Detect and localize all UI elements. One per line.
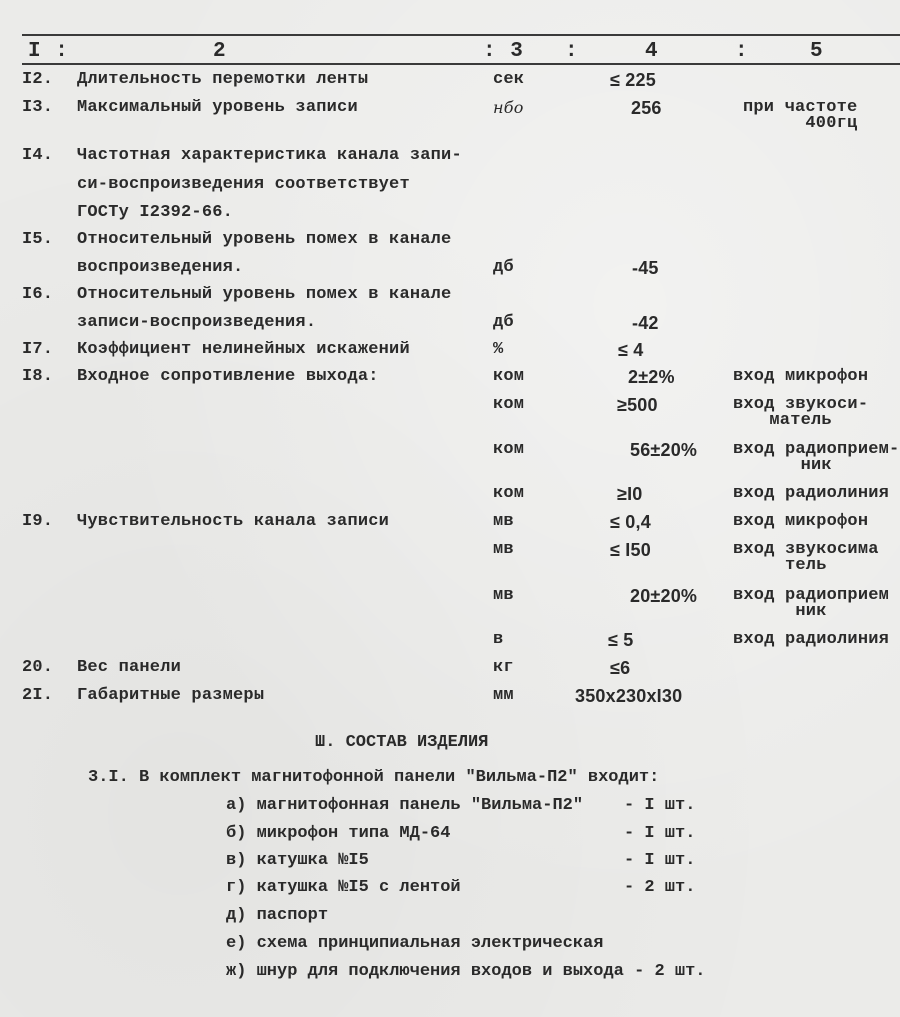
row-number: 20. <box>22 658 54 677</box>
row-value: 256 <box>631 98 662 118</box>
row-parameter: Чувствительность канала записи <box>77 512 390 531</box>
row-unit: кг <box>493 658 514 677</box>
row-value: ≥I0 <box>617 484 643 504</box>
list-item-quantity: - I шт. <box>624 851 696 870</box>
list-item-text: г) катушка №I5 с лентой <box>226 878 461 897</box>
list-item-text: а) магнитофонная панель "Вильма-П2" <box>226 796 584 815</box>
row-parameter-line-2: записи-воспроизведения. <box>77 313 317 332</box>
list-item <box>226 906 328 925</box>
row-unit: ком <box>493 484 525 503</box>
row-parameter-line-3: ГОСТу I2392-66. <box>77 203 234 222</box>
list-item-quantity: - I шт. <box>624 824 696 843</box>
row-number: I5. <box>22 230 54 249</box>
list-item <box>226 962 705 981</box>
header-col-4: 4 <box>645 40 659 63</box>
row-number: I9. <box>22 512 54 531</box>
row-value: 20±20% <box>630 586 698 606</box>
row-number: 2I. <box>22 686 54 705</box>
row-note <box>733 440 899 475</box>
row-parameter-line-1: Относительный уровень помех в канале <box>77 285 452 304</box>
header-bottom-rule <box>22 63 900 65</box>
header-col-2: 2 <box>213 40 227 63</box>
row-note-line-1: при частоте <box>743 98 858 117</box>
row-number: I3. <box>22 98 54 117</box>
list-item <box>226 851 696 870</box>
row-unit: сек <box>493 70 525 89</box>
row-value: 350x230xI30 <box>575 686 683 706</box>
row-number: I4. <box>22 146 54 165</box>
row-unit: ком <box>493 367 525 386</box>
row-number: I7. <box>22 340 54 359</box>
row-note-line-2: ник <box>795 602 827 621</box>
row-parameter-line-1: Частотная характеристика канала запи- <box>77 146 462 165</box>
row-unit: мв <box>493 586 514 605</box>
row-note: вход радиолиния <box>733 630 890 649</box>
row-unit-handwritten: нбо <box>493 98 524 117</box>
header-col-3-separator: : <box>565 40 579 63</box>
list-item-text: д) паспорт <box>226 906 329 925</box>
row-note: вход микрофон <box>733 512 869 531</box>
row-note <box>733 540 879 575</box>
row-note <box>733 586 889 621</box>
row-parameter: Длительность перемотки ленты <box>77 70 369 89</box>
row-note-line-2: 400гц <box>805 114 858 133</box>
row-note-line-1: вход звукосима <box>733 540 879 559</box>
row-note: вход микрофон <box>733 367 869 386</box>
row-unit: мм <box>493 686 514 705</box>
row-parameter: Входное сопротивление выхода: <box>77 367 379 386</box>
list-item-text: в) катушка №I5 <box>226 851 369 870</box>
section-title: Ш. СОСТАВ ИЗДЕЛИЯ <box>315 733 489 752</box>
row-parameter: Вес панели <box>77 658 182 677</box>
row-unit: ком <box>493 440 525 459</box>
row-note-line-2: матель <box>769 411 832 430</box>
row-note-line-2: тель <box>785 556 827 575</box>
header-col-5: 5 <box>810 40 824 63</box>
list-item <box>226 934 603 953</box>
row-value: 56±20% <box>630 440 698 460</box>
list-item <box>226 824 696 843</box>
row-unit: мв <box>493 512 514 531</box>
row-note-line-1: вход звукоси- <box>733 395 869 414</box>
row-note <box>733 395 868 430</box>
list-item-text: б) микрофон типа МД-64 <box>226 824 451 843</box>
row-note-line-1: вход радиоприем <box>733 586 890 605</box>
row-parameter-line-2: воспроизведения. <box>77 258 244 277</box>
row-value: -45 <box>632 258 659 278</box>
row-value: ≤ 4 <box>618 340 644 360</box>
header-col-3: : 3 <box>483 40 524 63</box>
row-unit: дб <box>493 313 514 332</box>
row-parameter: Коэффициент нелинейных искажений <box>77 340 410 359</box>
header-top-rule <box>22 34 900 36</box>
row-note-line-2: ник <box>800 456 832 475</box>
row-unit: ком <box>493 395 525 414</box>
row-unit: дб <box>493 258 514 277</box>
list-item-text: е) схема принципиальная электрическая <box>226 934 604 953</box>
row-unit: мв <box>493 540 514 559</box>
header-col-4-separator: : <box>735 40 749 63</box>
row-value: -42 <box>632 313 659 333</box>
row-number: I8. <box>22 367 54 386</box>
row-unit: в <box>493 630 504 649</box>
row-value: ≤ 0,4 <box>610 512 651 532</box>
row-value: ≤ 5 <box>608 630 634 650</box>
row-parameter-line-2: си-воспроизведения соответствует <box>77 175 410 194</box>
list-item-quantity: - 2 шт. <box>624 878 696 897</box>
section-intro: 3.I. В комплект магнитофонной панели "Вильма-П2" входит: <box>88 768 660 787</box>
row-value: ≥500 <box>617 395 658 415</box>
row-number: I2. <box>22 70 54 89</box>
row-value: ≤ 225 <box>610 70 656 90</box>
list-item-quantity: - I шт. <box>624 796 696 815</box>
row-parameter-line-1: Относительный уровень помех в канале <box>77 230 452 249</box>
row-parameter: Габаритные размеры <box>77 686 265 705</box>
row-value: ≤ I50 <box>610 540 651 560</box>
list-item-text: ж) шнур для подключения входов и выхода - 2 шт. <box>226 962 706 981</box>
row-note <box>743 98 857 133</box>
row-note-line-1: вход радиоприем- <box>733 440 900 459</box>
row-value: 2±2% <box>628 367 675 387</box>
row-note: вход радиолиния <box>733 484 890 503</box>
row-parameter: Максимальный уровень записи <box>77 98 358 117</box>
row-unit: % <box>493 340 504 359</box>
list-item <box>226 796 696 815</box>
list-item <box>226 878 696 897</box>
row-value: ≤6 <box>610 658 631 678</box>
row-number: I6. <box>22 285 54 304</box>
header-col-1: I : <box>28 40 69 63</box>
